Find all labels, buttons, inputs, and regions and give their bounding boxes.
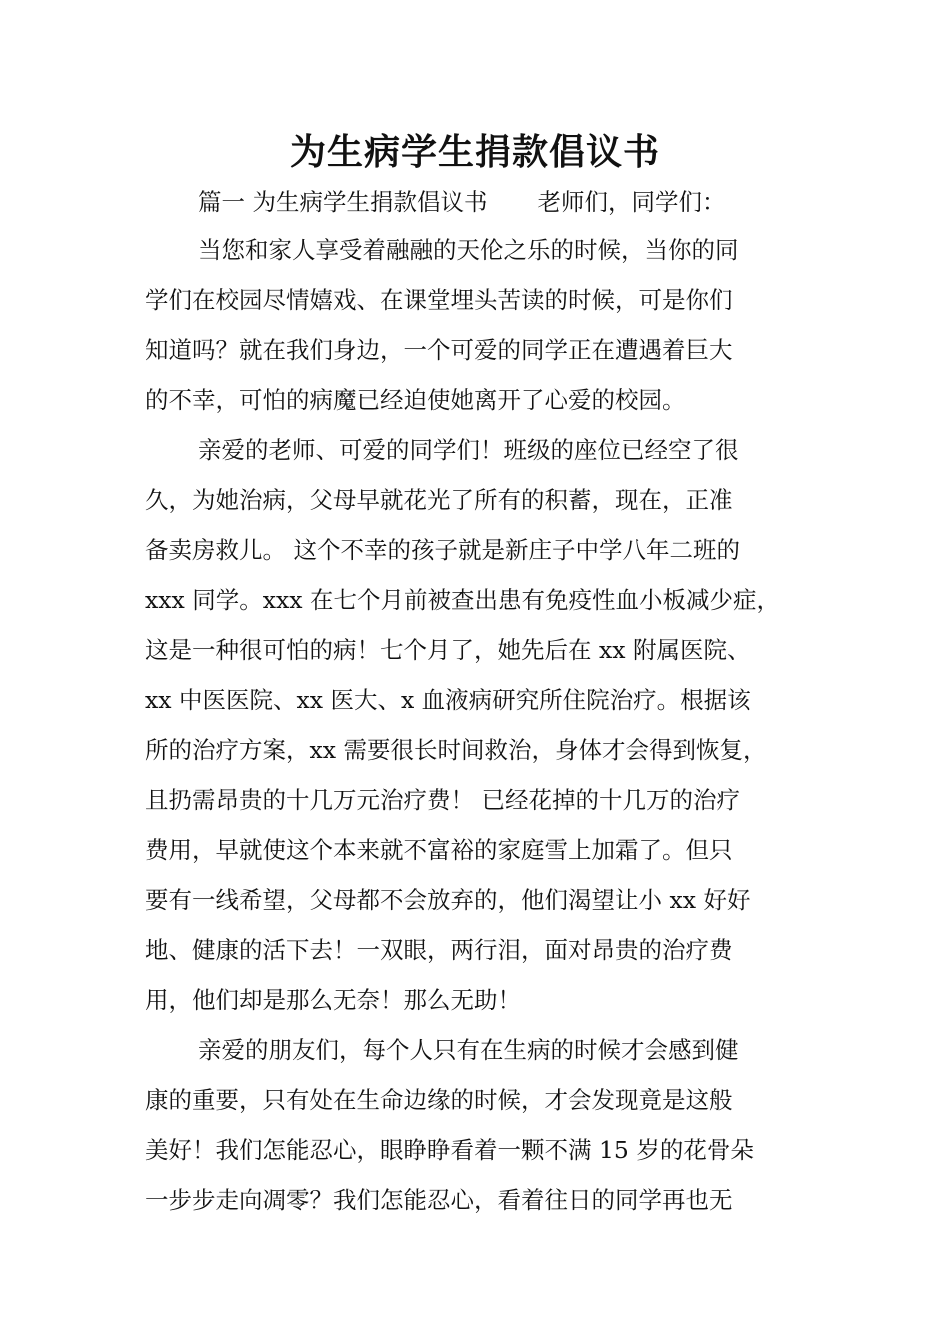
paragraph-line: 要有一线希望，父母都不会放弃的，他们渴望让小 xx 好好 xyxy=(145,886,751,914)
paragraph-line: xxx 同学。xxx 在七个月前被查出患有免疫性血小板减少症， xyxy=(145,586,780,614)
document-title: 为生病学生捐款倡议书 xyxy=(289,132,660,173)
paragraph-line: 久，为她治病，父母早就花光了所有的积蓄，现在，正准 xyxy=(145,486,733,514)
paragraph-line: 费用，早就使这个本来就不富裕的家庭雪上加霜了。但只 xyxy=(145,836,733,864)
paragraph-line: xx 中医医院、xx 医大、x 血液病研究所住院治疗。根据该 xyxy=(145,686,751,714)
section-label: 篇一 为生病学生捐款倡议书 xyxy=(198,188,488,216)
paragraph-line: 这是一种很可怕的病！七个月了，她先后在 xx 附属医院、 xyxy=(145,636,751,664)
paragraph-line: 备卖房救儿。 这个不幸的孩子就是新庄子中学八年二班的 xyxy=(145,536,740,564)
paragraph-line: 康的重要，只有处在生命边缘的时候，才会发现竟是这般 xyxy=(145,1086,733,1114)
paragraph-line: 一步步走向凋零？我们怎能忍心，看着往日的同学再也无 xyxy=(145,1186,733,1214)
paragraph-line: 知道吗？就在我们身边，一个可爱的同学正在遭遇着巨大 xyxy=(145,336,733,364)
paragraph-line: 美好！我们怎能忍心，眼睁睁看着一颗不满 15 岁的花骨朵 xyxy=(145,1136,754,1164)
salutation: 老师们，同学们： xyxy=(537,188,726,216)
paragraph-line: 当您和家人享受着融融的天伦之乐的时候，当你的同 xyxy=(198,236,739,264)
paragraph-line: 的不幸，可怕的病魔已经迫使她离开了心爱的校园。 xyxy=(145,386,686,414)
intro-line xyxy=(198,184,725,220)
paragraph-line: 地、健康的活下去！一双眼，两行泪，面对昂贵的治疗费 xyxy=(145,936,733,964)
paragraph-line: 亲爱的老师、可爱的同学们！班级的座位已经空了很 xyxy=(198,436,739,464)
paragraph-line: 学们在校园尽情嬉戏、在课堂埋头苦读的时候，可是你们 xyxy=(145,286,733,314)
paragraph-line: 用，他们却是那么无奈！那么无助！ xyxy=(145,986,521,1014)
paragraph-line: 所的治疗方案，xx 需要很长时间救治，身体才会得到恢复， xyxy=(145,736,767,764)
paragraph-line: 且扔需昂贵的十几万元治疗费！ 已经花掉的十几万的治疗 xyxy=(145,786,740,814)
paragraph-line: 亲爱的朋友们，每个人只有在生病的时候才会感到健 xyxy=(198,1036,739,1064)
